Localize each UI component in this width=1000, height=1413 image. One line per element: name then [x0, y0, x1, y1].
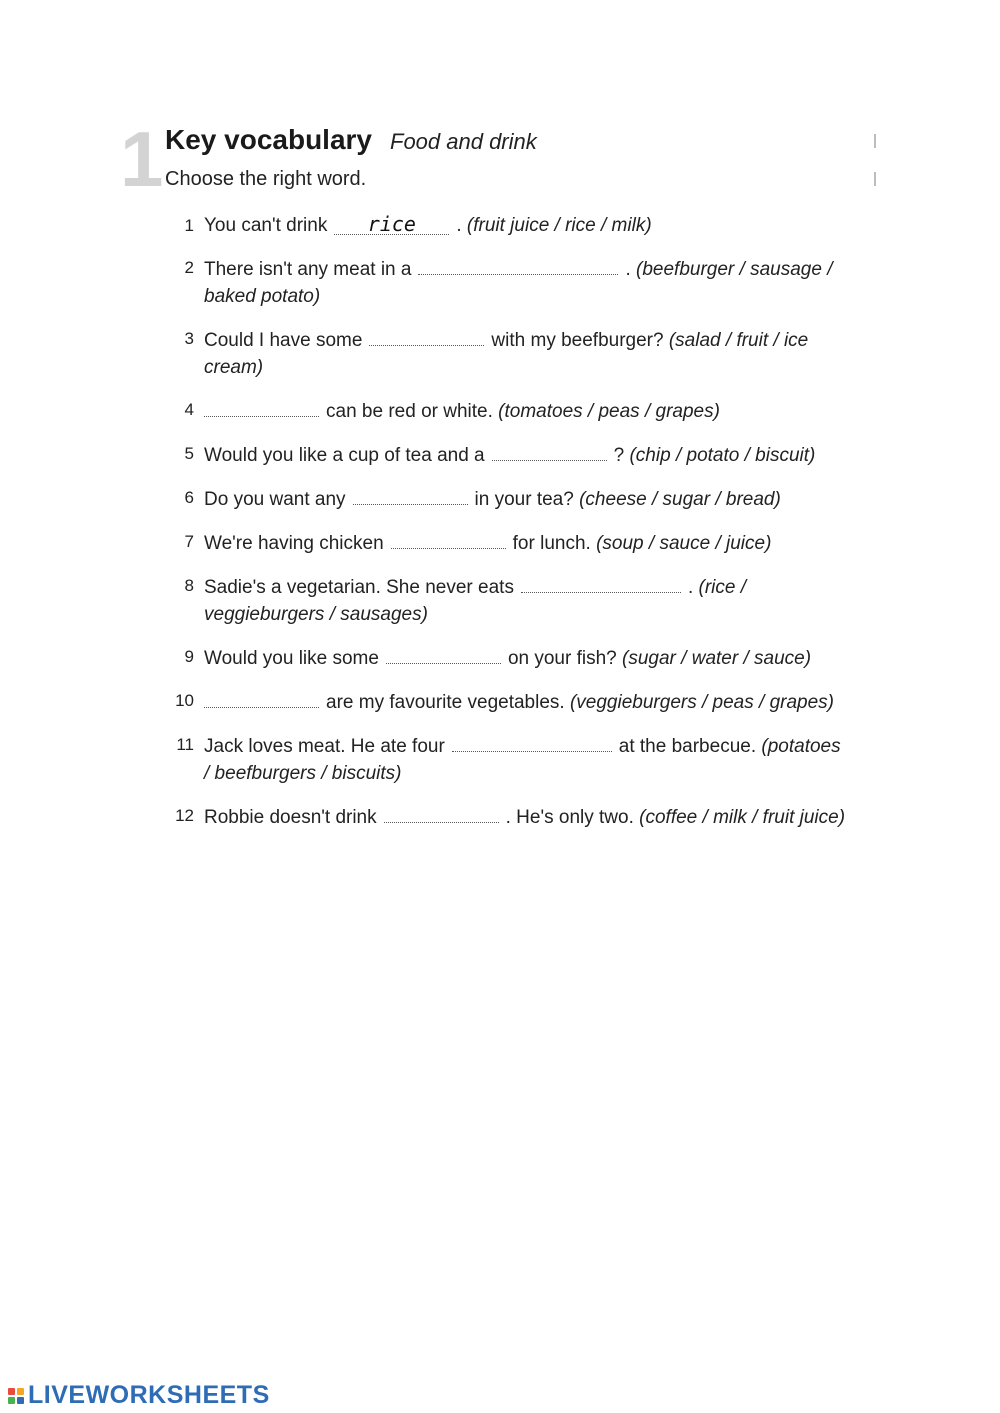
word-options: (sugar / water / sauce): [622, 648, 812, 669]
item-sentence: [204, 528, 850, 557]
exercise-item-2: [164, 254, 864, 310]
sentence-start: There isn't any meat in a: [204, 259, 412, 280]
title-row: [165, 124, 865, 156]
answer-blank[interactable]: [521, 572, 681, 593]
answer-blank[interactable]: [391, 528, 506, 549]
exercise-list: [164, 212, 864, 846]
item-sentence: [204, 254, 850, 310]
item-sentence: [204, 440, 850, 469]
item-sentence: [204, 643, 850, 672]
item-sentence: [204, 802, 850, 831]
logo-square-icon: [17, 1388, 24, 1395]
item-sentence: [204, 396, 850, 425]
exercise-item-5: [164, 440, 864, 469]
answer-blank[interactable]: [452, 731, 612, 752]
word-options: (veggieburgers / peas / grapes): [569, 692, 835, 713]
item-sentence: [204, 687, 850, 716]
logo-square-icon: [17, 1397, 24, 1404]
exercise-item-1: [164, 212, 864, 239]
item-number: 6: [184, 488, 194, 507]
exercise-item-7: [164, 528, 864, 557]
item-sentence: [204, 325, 850, 381]
item-sentence: [204, 484, 850, 513]
sentence-start: You can't drink: [204, 215, 328, 236]
word-options: (chip / potato / biscuit): [629, 445, 816, 466]
sentence-start: Would you like some: [204, 648, 379, 669]
item-number: 3: [184, 329, 194, 348]
item-number: 10: [175, 691, 194, 710]
margin-tick: [874, 134, 876, 148]
logo-square-icon: [8, 1397, 15, 1404]
word-options: (beefburger / sausage / baked potato): [204, 259, 833, 307]
sentence-end: on your fish?: [507, 648, 617, 669]
margin-tick: [874, 172, 876, 186]
item-sentence: [204, 731, 850, 787]
exercise-item-8: [164, 572, 864, 628]
item-number: 7: [184, 532, 194, 551]
item-number: 9: [184, 647, 194, 666]
exercise-instruction: Choose the right word.: [165, 168, 367, 190]
sentence-start: Jack loves meat. He ate four: [204, 736, 445, 757]
sentence-end: at the barbecue.: [618, 736, 757, 757]
liveworksheets-logo: [8, 1381, 270, 1410]
item-sentence: [204, 572, 850, 628]
sentence-end: .: [456, 215, 462, 236]
word-options: (tomatoes / peas / grapes): [498, 401, 720, 422]
sentence-end: for lunch.: [512, 533, 591, 554]
item-number: 4: [184, 400, 194, 419]
sentence-start: Sadie's a vegetarian. She never eats: [204, 577, 514, 598]
exercise-subtitle: Food and drink: [390, 129, 537, 154]
answer-blank[interactable]: rice: [334, 214, 449, 235]
sentence-end: can be red or white.: [326, 401, 493, 422]
exercise-item-6: [164, 484, 864, 513]
word-options: (soup / sauce / juice): [596, 533, 772, 554]
exercise-title: Key vocabulary: [165, 124, 372, 155]
answer-blank[interactable]: [386, 643, 501, 664]
item-number: 12: [175, 806, 194, 825]
answer-blank[interactable]: [204, 396, 319, 417]
logo-icon: [8, 1388, 24, 1404]
sentence-end: in your tea?: [474, 489, 574, 510]
sentence-end: are my favourite vegetables.: [326, 692, 565, 713]
item-number: 2: [184, 258, 194, 277]
section-number: 1: [120, 115, 164, 203]
sentence-start: Robbie doesn't drink: [204, 807, 377, 828]
exercise-item-10: [164, 687, 864, 716]
sentence-end: . He's only two.: [505, 807, 634, 828]
item-number: 1: [184, 216, 194, 235]
brand-name: LIVEWORKSHEETS: [28, 1381, 270, 1409]
answer-blank[interactable]: [369, 325, 484, 346]
sentence-start: We're having chicken: [204, 533, 384, 554]
answer-blank[interactable]: [353, 484, 468, 505]
item-number: 5: [184, 444, 194, 463]
answer-blank[interactable]: [204, 687, 319, 708]
word-options: (salad / fruit / ice cream): [204, 330, 809, 378]
sentence-end: .: [687, 577, 694, 598]
word-options: (potatoes / beefburgers / biscuits): [204, 736, 841, 784]
logo-square-icon: [8, 1388, 15, 1395]
exercise-item-4: [164, 396, 864, 425]
item-number: 11: [176, 735, 194, 754]
item-number: 8: [184, 576, 194, 595]
exercise-item-12: [164, 802, 864, 831]
sentence-end: with my beefburger?: [491, 330, 664, 351]
answer-blank[interactable]: [384, 802, 499, 823]
word-options: (rice / veggieburgers / sausages): [204, 577, 746, 625]
sentence-end: .: [625, 259, 631, 280]
sentence-start: Do you want any: [204, 489, 346, 510]
word-options: (cheese / sugar / bread): [579, 489, 781, 510]
word-options: (fruit juice / rice / milk): [466, 215, 652, 236]
answer-blank[interactable]: [492, 440, 607, 461]
item-sentence: [204, 212, 850, 239]
word-options: (coffee / milk / fruit juice): [639, 807, 846, 828]
answer-blank[interactable]: [418, 254, 618, 275]
exercise-item-3: [164, 325, 864, 381]
sentence-start: Could I have some: [204, 330, 363, 351]
sentence-end: ?: [613, 445, 625, 466]
exercise-header: [165, 124, 865, 191]
exercise-item-11: [164, 731, 864, 787]
exercise-item-9: [164, 643, 864, 672]
sentence-start: Would you like a cup of tea and a: [204, 445, 485, 466]
